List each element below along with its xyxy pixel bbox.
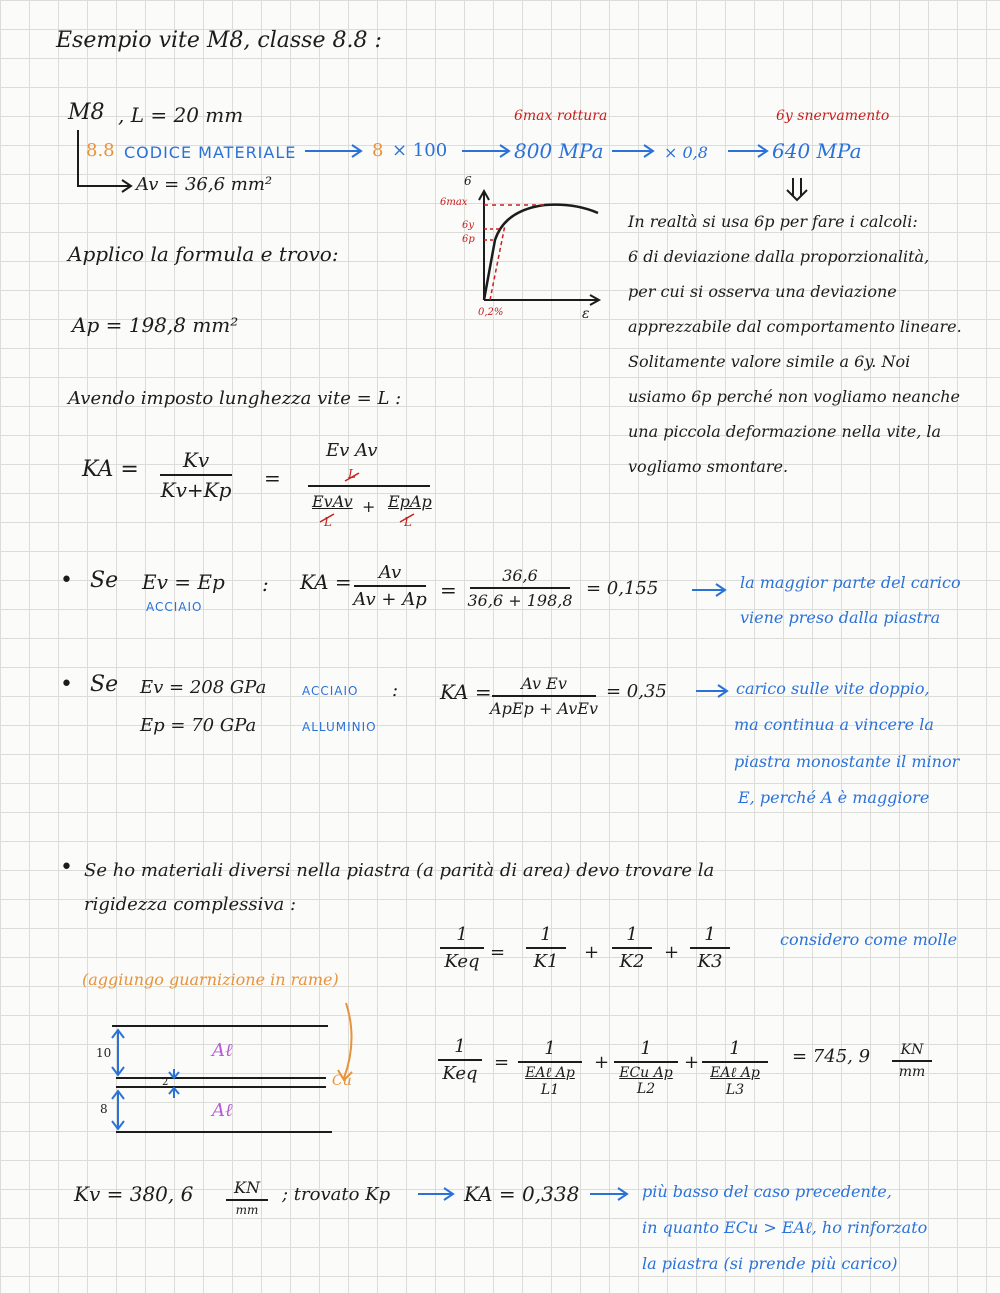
case1-comment-1: la maggior parte del carico: [740, 573, 961, 592]
d3-one: 1: [729, 1038, 741, 1059]
case2-mat-1: ACCIAIO: [302, 684, 359, 698]
spec-grade: 8.8: [86, 140, 115, 161]
graph-strain: 0,2%: [478, 307, 504, 318]
keq2-fraction: [438, 1036, 482, 1084]
keq2-eq: =: [494, 1052, 510, 1073]
d1-fraction: [518, 1038, 582, 1098]
note-line: In realtà si usa 6p per fare i calcoli:: [628, 212, 918, 231]
spec-800mpa: 800 MPa: [514, 139, 604, 163]
sigma-max-label: 6max rottura: [514, 108, 608, 124]
note-line: vogliamo smontare.: [628, 457, 789, 476]
note-line: 6 di deviazione dalla proporzionalità,: [628, 247, 930, 266]
keq-fraction: [440, 924, 484, 972]
case1-num: Av: [378, 562, 402, 583]
plate-al-bottom: Aℓ: [212, 1100, 233, 1121]
final-trovato: ; trovato Kp: [282, 1184, 391, 1205]
case1-lhs: KA =: [300, 570, 352, 594]
case2-result: = 0,35: [606, 681, 667, 702]
d-plus-2: +: [684, 1052, 700, 1073]
case1-cond: Ev = Ep: [142, 570, 225, 594]
note-line: una piccola deformazione nella vite, la: [628, 422, 942, 441]
final-kv: Kv = 380, 6: [74, 1182, 194, 1206]
case1-comment-2: viene preso dalla piastra: [740, 608, 941, 627]
final-comment-3: la piastra (si prende più carico): [642, 1254, 898, 1273]
case2-arrow: [696, 685, 727, 697]
case2-num: Av Ev: [521, 674, 567, 693]
case1-se: Se: [90, 568, 119, 593]
keq2-den: Keq: [442, 1063, 478, 1084]
final-comment-2: in quanto ECu > EAℓ, ho rinforzato: [642, 1218, 928, 1237]
spec-length: , L = 20 mm: [118, 103, 244, 127]
keq-eq: =: [490, 942, 506, 963]
case1-den: Av + Ap: [353, 589, 427, 610]
note-line: per cui si osserva una deviazione: [628, 282, 897, 301]
spec-codice: CODICE MATERIALE: [124, 143, 297, 162]
final-arrow-1: [418, 1188, 453, 1200]
graph-sigma-y: 6y: [462, 220, 475, 231]
d2-bottom: L2: [636, 1081, 656, 1097]
case2-ev: Ev = 208 GPa: [140, 677, 267, 698]
case1-den2: 36,6 + 198,8: [467, 591, 573, 610]
k2-one: 1: [626, 924, 638, 945]
stress-strain-graph: [479, 191, 599, 305]
keq-den: Keq: [444, 951, 480, 972]
plate-cu: Cu: [332, 1073, 352, 1089]
case3-add-gasket: (aggiungo guarnizione in rame): [82, 970, 339, 989]
ka-num2: Ev Av: [326, 440, 378, 461]
sigma-y-label: 6y snervamento: [776, 108, 890, 124]
keq2-one: 1: [454, 1036, 466, 1057]
dim-8: 8: [100, 1102, 108, 1116]
case1-material: ACCIAIO: [146, 600, 203, 614]
d-plus-1: +: [594, 1052, 610, 1073]
avendo-text: Avendo imposto lunghezza vite = L :: [68, 388, 402, 409]
graph-sigma-max: 6max: [440, 197, 468, 208]
case2-mat-2: ALLUMINIO: [302, 720, 377, 734]
ap-value: Ap = 198,8 mm²: [72, 313, 239, 337]
case2-colon: :: [392, 680, 399, 701]
ka-fraction-bar: [308, 485, 430, 487]
graph-axis-y: 6: [464, 174, 472, 188]
final-arrow-2: [590, 1188, 627, 1200]
d3-top: EAℓ Ap: [710, 1065, 760, 1081]
ka-lhs: KA =: [82, 457, 139, 482]
k2-fraction: [612, 924, 652, 972]
d3-bottom: L3: [725, 1082, 745, 1098]
ka-eq: =: [264, 466, 281, 490]
double-down-arrow: [787, 178, 807, 200]
spec-av: Av = 36,6 mm²: [136, 174, 273, 195]
d2-one: 1: [640, 1038, 652, 1059]
final-kv-unit: [226, 1178, 268, 1217]
keq-unit-kn: KN: [900, 1042, 924, 1058]
final-comment-1: più basso del caso precedente,: [642, 1182, 892, 1201]
k1-fraction: [526, 924, 566, 972]
case2-den: ApEp + AvEv: [490, 699, 598, 718]
case1-fraction-2: [467, 566, 573, 610]
case2-comment-1: carico sulle vite doppio,: [736, 679, 930, 698]
keq-one: 1: [456, 924, 468, 945]
k3-fraction: [690, 924, 730, 972]
ka-plus: +: [362, 497, 376, 516]
ka-den-l1: L: [324, 515, 332, 529]
case3-line-1: Se ho materiali diversi nella piastra (a parità di area) devo trovare la: [84, 860, 715, 881]
k3-one: 1: [704, 924, 716, 945]
case3-line-2: rigidezza complessiva :: [84, 894, 297, 915]
d2-top: ECu Ap: [619, 1065, 673, 1081]
spec-640mpa: 640 MPa: [772, 139, 862, 163]
k3-den: K3: [697, 951, 723, 972]
case1-colon: :: [262, 572, 269, 596]
note-line: usiamo 6p perché non vogliamo neanche: [628, 387, 961, 406]
case1-eq: =: [440, 578, 457, 602]
k-plus-1: +: [584, 942, 600, 963]
final-kv-unit-kn: KN: [234, 1178, 260, 1197]
note-block: [628, 204, 962, 484]
spec-m8: M8: [68, 100, 105, 125]
page-title: Esempio vite M8, classe 8.8 :: [56, 28, 382, 53]
k1-den: K1: [533, 951, 559, 972]
case1-bullet: •: [60, 568, 73, 593]
plate-al-top: Aℓ: [212, 1040, 233, 1061]
apply-text: Applico la formula e trovo:: [68, 242, 339, 266]
keq-result: = 745, 9: [792, 1046, 871, 1067]
case2-fraction: [492, 674, 596, 718]
case3-bullet: •: [60, 855, 73, 880]
case1-arrow: [692, 584, 725, 596]
dim-10: 10: [96, 1046, 112, 1060]
keq-unit-mm: mm: [898, 1064, 926, 1080]
spec-times100: × 100: [392, 140, 448, 161]
graph-x-axis: [484, 295, 599, 305]
note-line: Solitamente valore simile a 6y. Noi: [628, 352, 911, 371]
d1-bottom: L1: [540, 1082, 560, 1098]
case2-se: Se: [90, 672, 119, 697]
case1-result: = 0,155: [586, 578, 659, 599]
d2-fraction: [614, 1038, 678, 1097]
d3-fraction: [702, 1038, 768, 1098]
case2-lhs: KA =: [440, 680, 492, 704]
k1-one: 1: [540, 924, 552, 945]
ka-den: Kv+Kp: [160, 478, 232, 502]
ka-den-l2: L: [404, 515, 412, 529]
final-kv-unit-mm: mm: [235, 1203, 259, 1217]
dim-2: 2: [162, 1077, 169, 1088]
graph-sigma-p: 6p: [462, 234, 475, 245]
case1-num2: 36,6: [502, 566, 538, 585]
d1-top: EAℓ Ap: [525, 1065, 575, 1081]
case2-comment-3: piastra monostante il minor: [734, 752, 960, 771]
case1-fraction: [354, 562, 426, 610]
case2-bullet: •: [60, 672, 73, 697]
k-plus-2: +: [664, 942, 680, 963]
case2-comment-2: ma continua a vincere la: [734, 715, 934, 734]
ka-fraction-1: [160, 448, 232, 502]
molle-comment: considero come molle: [780, 930, 958, 949]
ka-num2-l: L: [348, 467, 356, 481]
spec-eight: 8: [372, 140, 384, 161]
keq-unit: [892, 1042, 932, 1080]
final-ka: KA = 0,338: [464, 1182, 580, 1206]
graph-curve: [484, 205, 598, 300]
graph-axis-x: ε: [582, 306, 590, 322]
d1-one: 1: [544, 1038, 556, 1059]
case2-comment-4: E, perché A è maggiore: [738, 788, 930, 807]
k2-den: K2: [619, 951, 645, 972]
note-line: apprezzabile dal comportamento lineare.: [628, 317, 962, 336]
ka-den2b: EpAp: [388, 492, 432, 511]
ka-num: Kv: [182, 448, 210, 472]
ka-den2a: EvAv: [312, 492, 353, 511]
case2-ep: Ep = 70 GPa: [140, 715, 257, 736]
spec-times08: × 0,8: [664, 143, 708, 162]
